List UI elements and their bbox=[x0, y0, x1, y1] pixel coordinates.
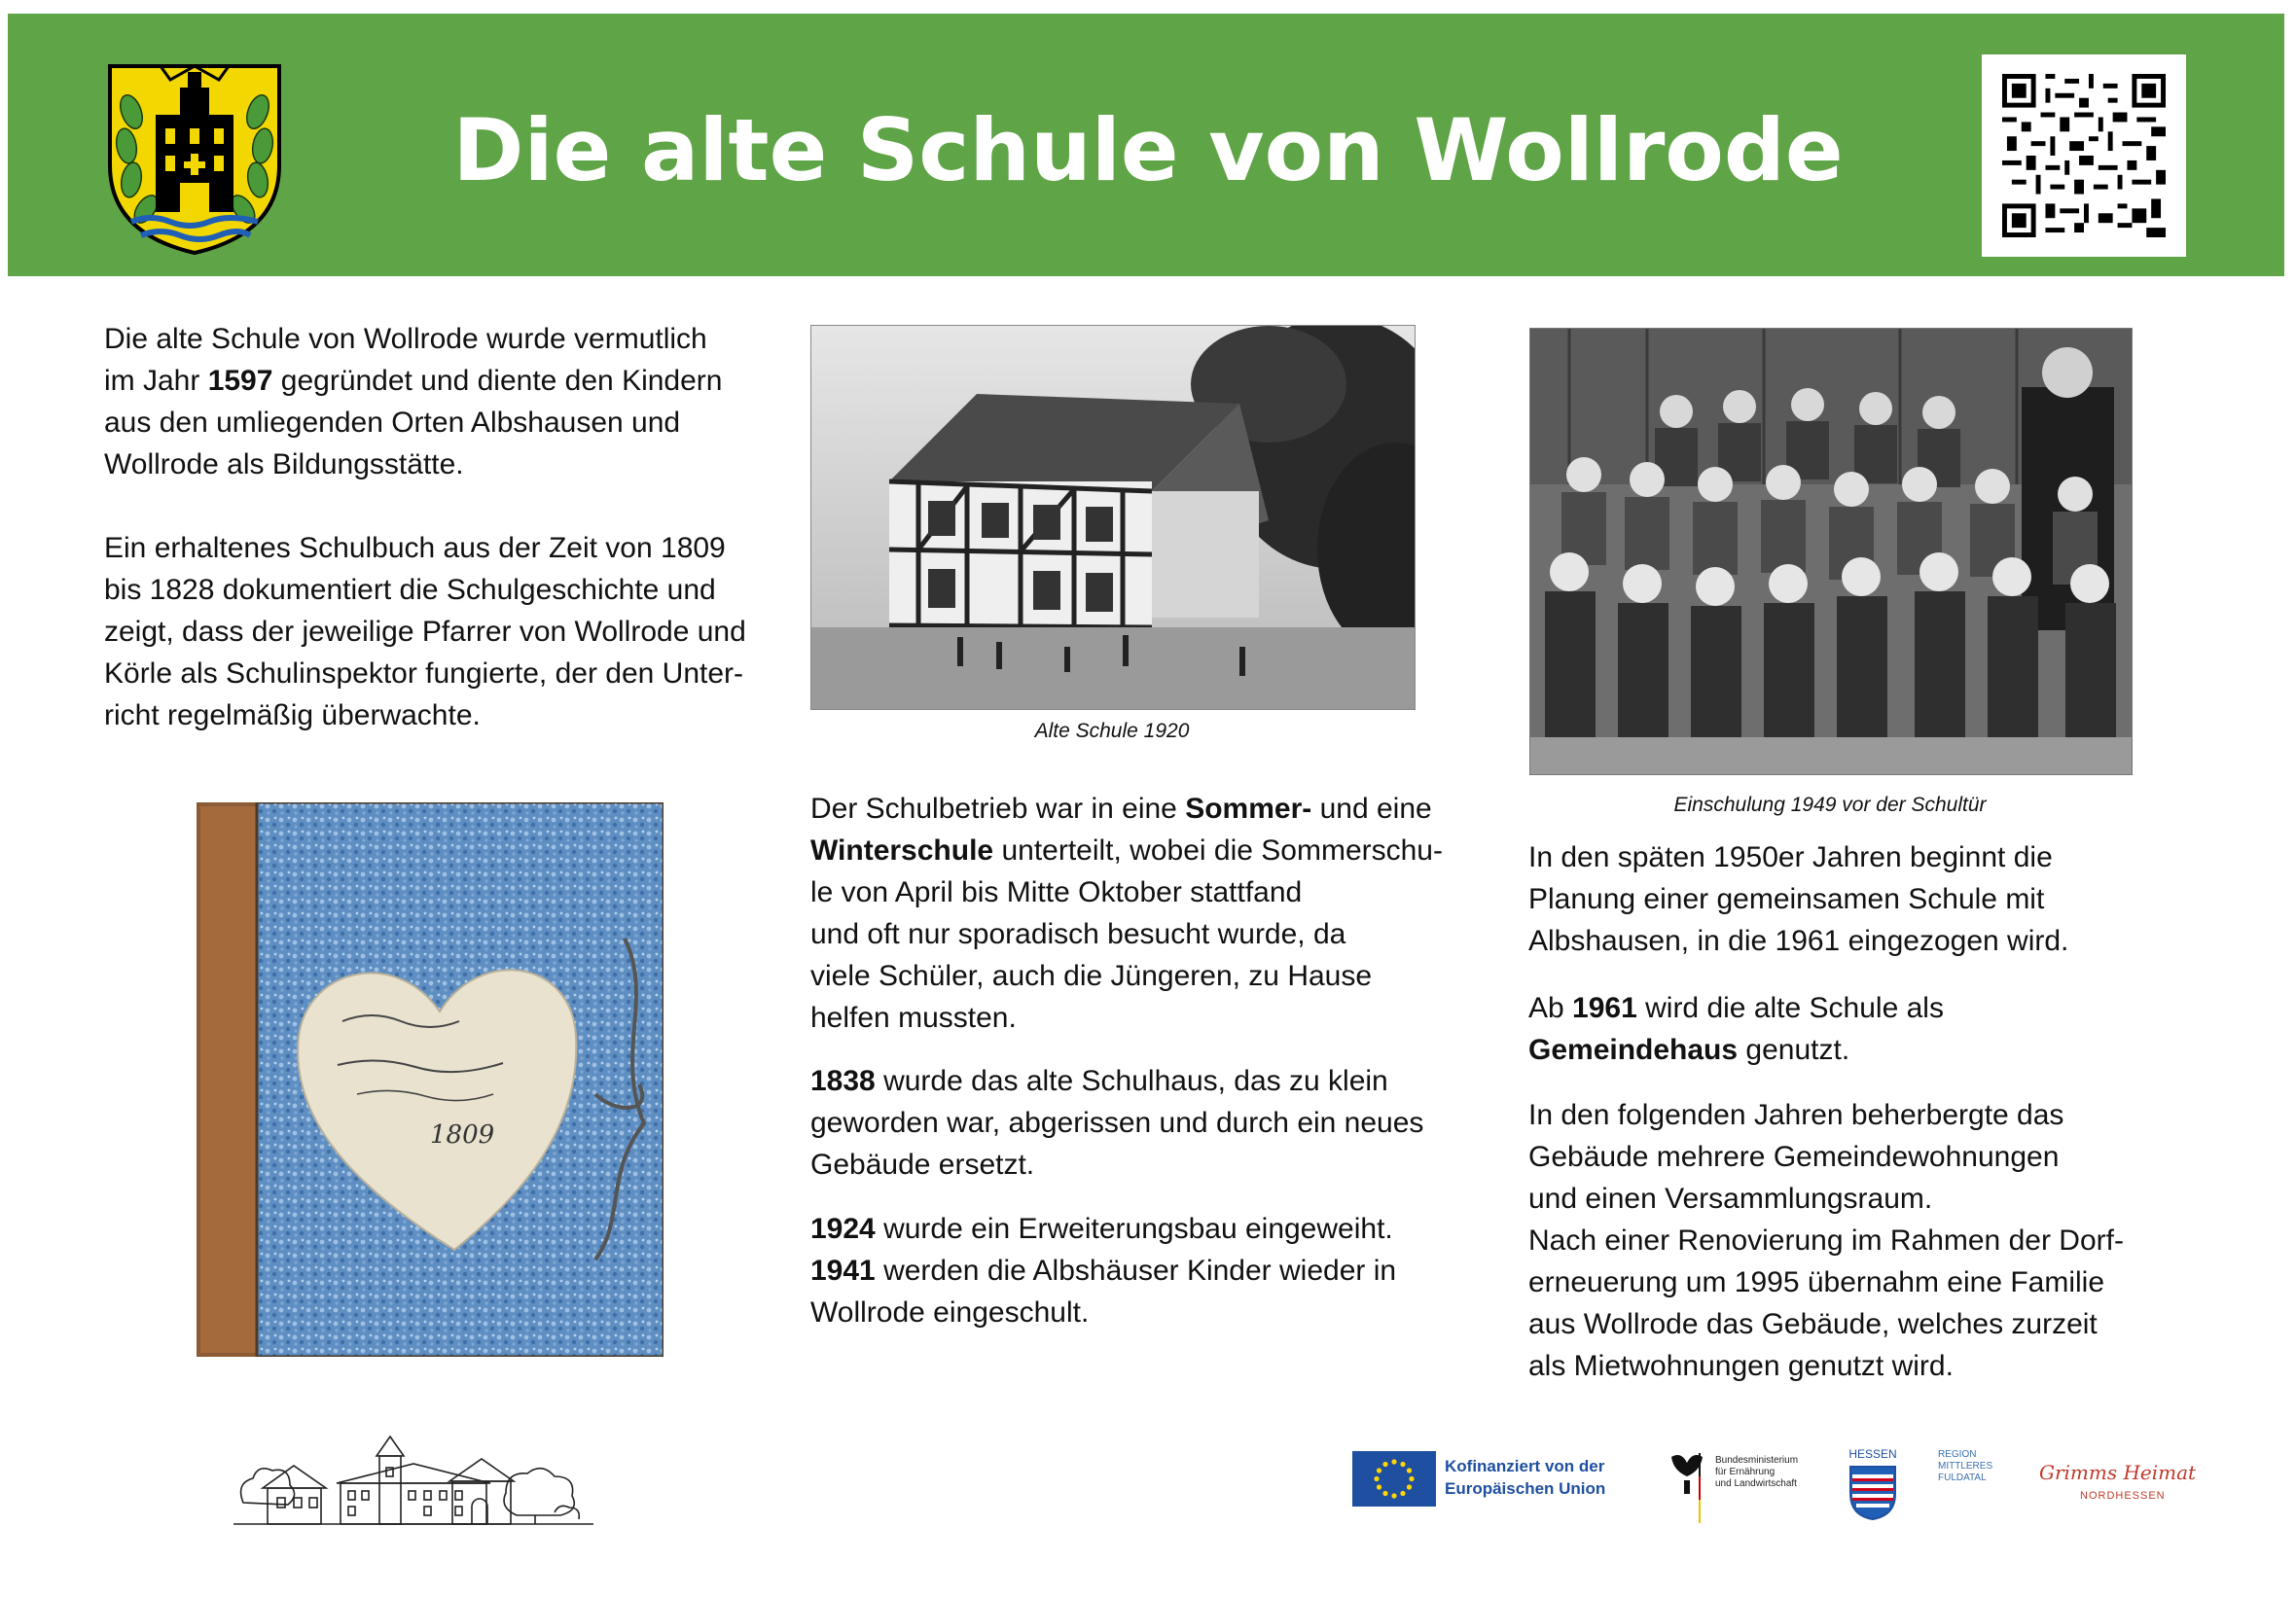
year-1838-paragraph: 1838 wurde das alte Schulhaus, das zu klein geworden war, abgerissen und durch ein neues Gebäude ersetzt. bbox=[810, 1065, 1424, 1181]
grimms-heimat-script: Grimms Heimat bbox=[2039, 1461, 2197, 1484]
coat-of-arms-icon bbox=[102, 58, 287, 258]
community-house-paragraph: Ab 1961 wird die alte Schule als Gemeindehaus genutzt. bbox=[1528, 992, 1944, 1066]
qr-code-box[interactable] bbox=[1982, 54, 2186, 257]
region-mittleres-fuldatal-text: REGION MITTLERES FULDATAL bbox=[1938, 1449, 1993, 1483]
year-1924-1941-paragraph: 1924 wurde ein Erweiterungsbau eingeweiht. 1941 werden die Albshäuser Kinder wieder in Wollrode eingeschult. bbox=[810, 1213, 1397, 1329]
photo-caption-1920: Alte Schule 1920 bbox=[1034, 720, 1190, 742]
year-1597: 1597 bbox=[207, 365, 273, 397]
bmel-text: Bundesministerium für Ernährung und Landwirtschaft bbox=[1715, 1455, 1799, 1489]
hessen-lion-crest-icon bbox=[1848, 1465, 1897, 1521]
school-seasons-paragraph: Der Schulbetrieb war in eine Sommer- und eine Winterschule unterteilt, wobei die Sommerschu- le von April bis Mitte Oktober stattfand und oft nur sporadisch besucht wurde, da viele Schüler, auch die Jüngeren, zu Hause helfen mussten. bbox=[810, 793, 1443, 1034]
later-years-paragraph: In den folgenden Jahren beherbergte das Gebäude mehrere Gemeindewohnungen und einen Versammlungsraum. Nach einer Renovierung im Rahmen der Dorf- erneuerung um 1995 übernahm eine Familie aus Wollrode das Gebäude, welches zurzeit als Mietwohnungen genutzt wird. bbox=[1528, 1099, 2124, 1382]
eu-flag-icon bbox=[1352, 1451, 1436, 1507]
bmel-eagle-icon bbox=[1666, 1451, 1708, 1525]
qr-code-icon bbox=[2001, 74, 2167, 237]
book-label-year: 1809 bbox=[430, 1120, 495, 1150]
nordhessen-text: NORDHESSEN bbox=[2080, 1490, 2166, 1502]
eu-cofunding-text: Kofinanziert von der Europäischen Union bbox=[1445, 1457, 1606, 1498]
intro-paragraph: Die alte Schule von Wollrode wurde vermutlich im Jahr 1597 gegründet und diente den Kindern aus den umliegenden Orten Albshausen und Wollrode als Bildungsstätte. bbox=[104, 323, 723, 480]
hessen-label: HESSEN bbox=[1848, 1447, 1897, 1461]
photo-caption-1949: Einschulung 1949 vor der Schultür bbox=[1673, 794, 1987, 816]
schoolbook-paragraph: Ein erhaltenes Schulbuch aus der Zeit von 1809 bis 1828 dokumentiert die Schulgeschichte und zeigt, dass der jeweilige Pfarrer von Wollrode und Körle als Schulinspektor fungierte, der den Unter- richt regelmäßig überwachte. bbox=[104, 532, 746, 731]
village-sketch-icon bbox=[233, 1435, 593, 1537]
schoolbook-photo bbox=[197, 802, 664, 1357]
page-title: Die alte Schule von Wollrode bbox=[452, 100, 1844, 200]
joint-school-paragraph: In den späten 1950er Jahren beginnt die Planung einer gemeinsamen Schule mit Albshausen, in die 1961 eingezogen wird. bbox=[1528, 841, 2069, 957]
enrollment-1949-photo bbox=[1529, 328, 2133, 775]
old-school-1920-photo bbox=[810, 325, 1416, 710]
